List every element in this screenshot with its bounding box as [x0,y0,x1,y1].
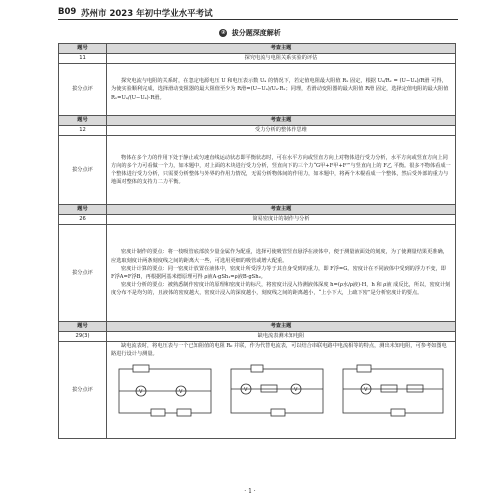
header-title: 苏州市 2023 年初中学业水平考试 [81,9,213,19]
table-row [59,64,456,116]
number-label: 题号 [59,205,107,215]
page-header [58,7,458,20]
circuit-2 [231,365,323,416]
question-number: 11 [59,54,107,64]
svg-text:V: V [364,387,368,394]
knowledge-label: 考查主题 [107,44,456,54]
analysis-table [58,43,456,439]
number-label: 题号 [59,44,107,54]
knowledge-label: 考查主题 [107,205,456,215]
table-row [59,225,456,322]
table-row [59,215,456,225]
table-row [59,342,456,439]
analysis-paragraph: 密度计制作的要点：将一枝吸管底部放少量金属作为配重，选择可使吸管竖直悬浮在液体中，便于测量液面处的刻度，为了使测量结果更准确，应选取刻度计两条刻度线之间的距离大一些，可选用更细的吸管或增大配重。 [111,249,448,264]
topic-text: 简易密度计的制作与分析 [107,215,456,225]
number-label: 题号 [59,322,107,332]
analysis-paragraph: 物体在多个力的作用下处于静止或匀速直线运动状态即平衡状态时，可在水平方向或竖直方向上对物体进行受力分析，水平方向或竖直方向上同方向的多个力可看做一个力，如本题中，对上面的木块进行受力分析，竖直向下的三个力“G甲+F甲+F'”与竖直向上的 F乙 平衡。很多不物体看成一个整体进行受力分析，只需要分析整体与外界的作用力情况，无需分析物体间的作用力，如本题中，将两个木棍看成一个整体，然后受外部的重力与地面对整体的支持力二力平衡。 [111,154,451,186]
section-title-text: 拔分题深度解析 [231,29,281,37]
question-number: 26 [59,215,107,225]
topic-text: 缺电流表测未知电阻 [107,332,456,342]
key-points-label: 拔分点评 [59,342,107,439]
table-row [59,54,456,64]
key-points-label: 拔分点评 [59,225,107,322]
question-number: 29(3) [59,332,107,342]
topic-text: 受力分析的整体作思维 [107,126,456,136]
analysis-paragraph: 密度计计算的要点：同一密度计放置在液体中，密度计所受浮力等于其自身受到的重力，即 F浮=G。密度计在不同液体中受到的浮力不变，即 F浮A=F浮B，再根据阿基米德原理可得 ρ液A·gSh₁=ρ液B·gSh₂。 [111,265,446,280]
table-header-row [59,44,456,54]
section-badge-icon: ② [220,30,226,36]
question-number: 12 [59,126,107,136]
circuit-3 [343,365,443,416]
svg-text:V: V [139,389,143,396]
key-points-label: 拔分点评 [59,136,107,205]
svg-text:V: V [244,387,248,394]
table-row [59,126,456,136]
analysis-paragraph: 密度计分析的要点：被熟悉制作密度计的原理和密度计的标尺，将密度计浸入待测液体深度 h=(ρ水/ρ液)·H，h 和 ρ液 成反比，所以，密度计刻度分布不是均匀的，且液体的密度越大，密度计浸入的深度越小，刻度线之间的距离越小，“上小下大，上疏下密”是分析密度计的要点。 [111,282,451,297]
header-code: B09 [58,7,77,17]
section-title [0,28,500,38]
knowledge-label: 考查主题 [107,322,456,332]
svg-text:V: V [179,389,183,396]
table-header-row [59,205,456,215]
table-header-row [59,322,456,332]
svg-text:V: V [294,387,298,394]
table-header-row [59,116,456,126]
topic-text: 探究电流与电阻关系实验的评估 [107,54,456,64]
analysis-paragraph: 缺电流表时，将电压表与一个已知阻值的电阻 R₀ 并联，作为代替电流表，可以结合串联电路中电流相等的特点，测出未知电阻，可参考如图电路进行设计与测量。 [111,343,447,358]
circuit-diagram-set [111,361,451,421]
circuit-diagrams [111,361,451,421]
table-row [59,136,456,205]
key-points-label: 拔分点评 [59,64,107,116]
circuit-1 [119,365,211,416]
knowledge-label: 考查主题 [107,116,456,126]
page-number: · 1 · [244,488,256,495]
table-row [59,332,456,342]
analysis-paragraph: 探究电流与电阻的关系时，在忽定电源电压 U 和电压表示数 Uₐ 的情况下，若定值电阻最大阻值 Rₓ 固定，根据 Uₐ/Rₓ = (U−Uₐ)/R滑 可得，为使实验顺利完成，选择滑动变阻器的最大阻值至少为 R滑=(U−Uₐ)/Uₐ·Rₓ；同理，若滑动变阻器的最大阻值 R滑 固定，选择定值电阻的最大阻值 Rₓ=Uₐ/(U−Uₐ)·R滑。 [111,78,449,101]
number-label: 题号 [59,116,107,126]
